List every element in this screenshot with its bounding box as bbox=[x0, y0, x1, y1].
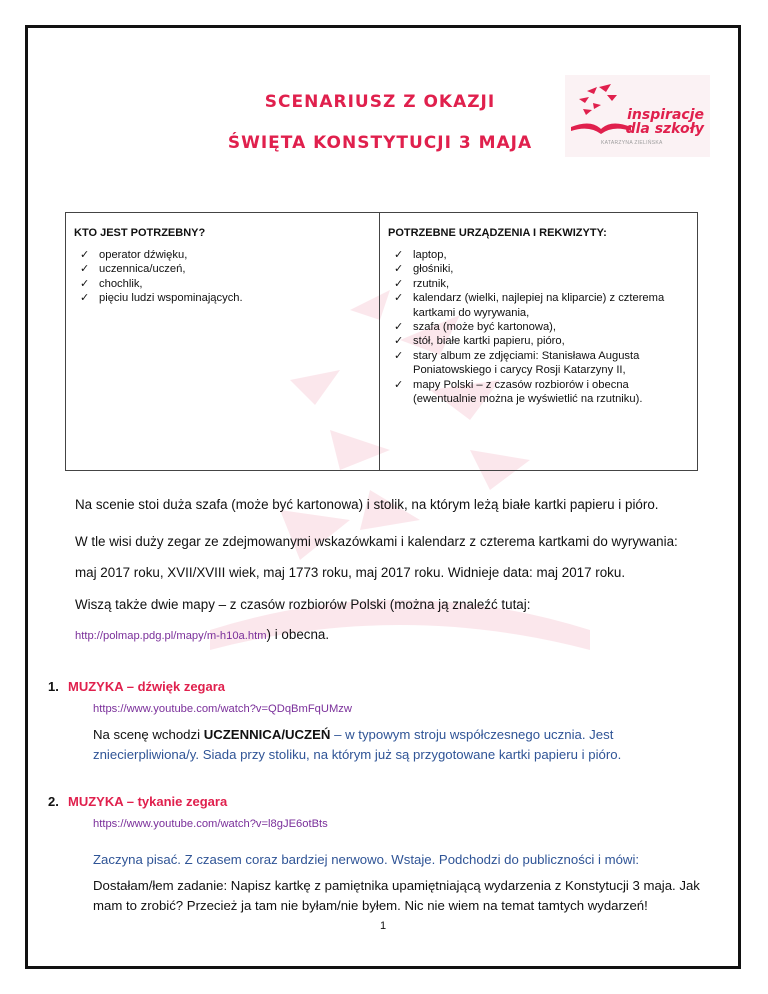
list-item: ✓ laptop, bbox=[394, 249, 447, 261]
list-item: ✓ operator dźwięku, bbox=[80, 249, 188, 261]
check-mark-icon: ✓ bbox=[80, 249, 90, 261]
check-mark-icon: ✓ bbox=[394, 277, 404, 290]
document-title-line1: SCENARIUSZ Z OKAZJI bbox=[264, 92, 496, 112]
scene-paragraph-2: W tle wisi duży zegar ze zdejmowanymi wskazówkami i kalendarz z czterema kartkami do wyrywania: bbox=[75, 534, 678, 549]
list-item: ✓ chochlik, bbox=[80, 277, 143, 290]
list-item: ✓ stary album ze zdjęciami: Stanisława Augusta Poniatowskiego i carycy Rosji Katarzyny II, bbox=[394, 349, 640, 377]
section-1-heading: 1. MUZYKA – dźwięk zegara bbox=[48, 679, 226, 694]
check-mark-icon: ✓ bbox=[394, 378, 404, 391]
list-item: ✓ kalendarz (wielki, najlepiej na kliparcie) z czterema kartkami do wyrywania, bbox=[394, 292, 665, 319]
youtube-link-2[interactable]: https://www.youtube.com/watch?v=l8gJE6otBts bbox=[93, 818, 328, 830]
student-speech: Dostałam/łem zadanie: Napisz kartkę z pamiętnika upamiętniającą wydarzenia z Konstytucji 3 maja. Jak mam to zrobić? Przecież ja tam nie byłam/nie byłem. Nic nie wiem na temat tamtych wydarzeń! bbox=[93, 878, 700, 913]
scene-paragraph-4: Wiszą także dwie mapy – z czasów rozbiorów Polski (można ją znaleźć tutaj: bbox=[75, 597, 531, 612]
who-needed-header: KTO JEST POTRZEBNY? bbox=[74, 227, 206, 239]
list-item: ✓ pięciu ludzi wspominających. bbox=[80, 292, 243, 305]
list-item: ✓ mapy Polski – z czasów rozbiorów i obecna (ewentualnie można je wyświetlić na rzutniku). bbox=[394, 378, 643, 406]
who-needed-list bbox=[74, 248, 243, 306]
check-mark-icon: ✓ bbox=[394, 349, 404, 362]
check-mark-icon: ✓ bbox=[80, 292, 90, 305]
check-mark-icon: ✓ bbox=[80, 277, 90, 290]
who-needed-column bbox=[66, 213, 380, 470]
youtube-link-1[interactable]: https://www.youtube.com/watch?v=QDqBmFqUMzw bbox=[93, 703, 352, 715]
equipment-column bbox=[380, 213, 697, 470]
section-2-heading: 2. MUZYKA – tykanie zegara bbox=[48, 794, 228, 809]
list-item: ✓ stół, białe kartki papieru, pióro, bbox=[394, 335, 565, 348]
scene-paragraph-1: Na scenie stoi duża szafa (może być kartonowa) i stolik, na którym leżą białe kartki papieru i pióro. bbox=[75, 497, 659, 512]
document-title-line2: ŚWIĘTA KONSTYTUCJI 3 MAJA bbox=[227, 133, 533, 153]
check-mark-icon: ✓ bbox=[394, 321, 404, 334]
logo-text-line1: inspiracje bbox=[627, 107, 704, 123]
check-mark-icon: ✓ bbox=[394, 292, 404, 305]
check-mark-icon: ✓ bbox=[394, 263, 404, 276]
list-item: ✓ głośniki, bbox=[394, 263, 454, 276]
list-item: ✓ szafa (może być kartonowa), bbox=[394, 321, 557, 334]
check-mark-icon: ✓ bbox=[80, 263, 90, 276]
logo-text-line2: dla szkoły bbox=[625, 121, 704, 137]
list-item: ✓ uczennica/uczeń, bbox=[80, 263, 186, 276]
stage-direction-1: Na scenę wchodzi UCZENNICA/UCZEŃ – w typowym stroju współczesnego ucznia. Jest zniecierpliwiona/y. Siada przy stoliku, na którym już są przygotowane kartki papieru i pióro. bbox=[93, 727, 622, 762]
check-mark-icon: ✓ bbox=[394, 335, 404, 348]
logo-subtitle: KATARZYNA ZIELIŃSKA bbox=[601, 140, 663, 146]
check-mark-icon: ✓ bbox=[394, 249, 404, 261]
map-link[interactable]: http://polmap.pdg.pl/mapy/m-h10a.htm bbox=[75, 630, 267, 642]
requirements-table bbox=[65, 212, 698, 471]
scene-paragraph-3: maj 2017 roku, XVII/XVIII wiek, maj 1773 roku, maj 2017 roku. Widnieje data: maj 2017 roku. bbox=[75, 565, 626, 580]
scene-paragraph-5: http://polmap.pdg.pl/mapy/m-h10a.htm) i obecna. bbox=[75, 627, 330, 642]
list-item: ✓ rzutnik, bbox=[394, 277, 450, 290]
page-number: 1 bbox=[380, 920, 387, 932]
equipment-header: POTRZEBNE URZĄDZENIA I REKWIZYTY: bbox=[388, 227, 607, 239]
equipment-list bbox=[388, 248, 678, 406]
inspiracje-logo bbox=[565, 75, 710, 157]
stage-direction-2: Zaczyna pisać. Z czasem coraz bardziej nerwowo. Wstaje. Podchodzi do publiczności i mówi: bbox=[93, 852, 640, 867]
